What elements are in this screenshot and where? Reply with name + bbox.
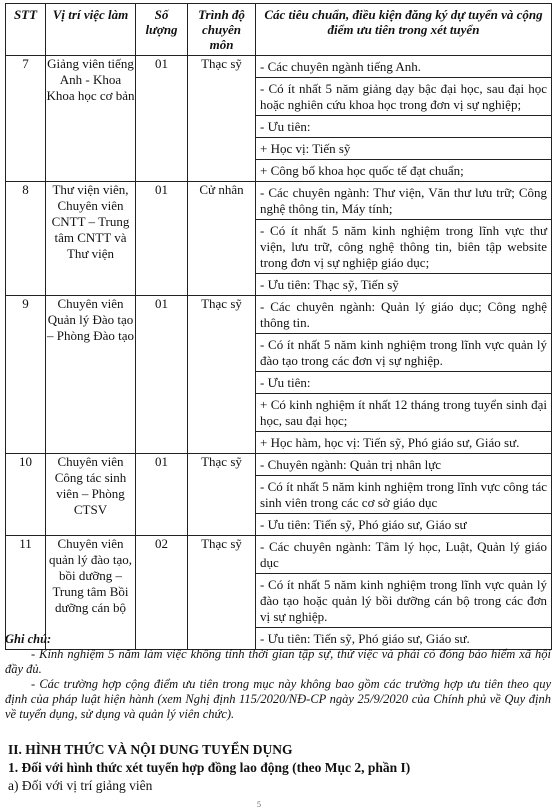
criteria-item: - Các chuyên ngành: Tâm lý học, Luật, Quản lý giáo dục (256, 536, 551, 574)
cell-stt: 8 (6, 182, 46, 296)
cell-criteria (256, 454, 552, 536)
table-row (6, 182, 552, 296)
section-item: a) Đối với vị trí giảng viên (8, 778, 153, 793)
notes-block (5, 632, 551, 722)
criteria-item: - Có ít nhất 5 năm giảng dạy bậc đại học, sau đại học hoặc nghiên cứu khoa học trong đơn vị sự nghiệp; (256, 78, 551, 116)
header-stt: STT (6, 4, 46, 56)
criteria-item: - Ưu tiên: Tiến sỹ, Phó giáo sư, Giáo sư. (260, 631, 470, 646)
criteria-item: - Các chuyên ngành tiếng Anh. (256, 56, 551, 78)
cell-position: Chuyên viên Quản lý Đào tạo – Phòng Đào tạo (46, 296, 136, 454)
header-position: Vị trí việc làm (46, 4, 136, 56)
criteria-item: - Ưu tiên: Thạc sỹ, Tiến sỹ (260, 277, 399, 292)
cell-stt: 10 (6, 454, 46, 536)
criteria-item: - Có ít nhất 5 năm kinh nghiệm trong lĩnh vực công tác sinh viên trong các cơ sở giáo dục (256, 476, 551, 514)
cell-quantity: 01 (136, 56, 188, 182)
cell-position: Chuyên viên quản lý đào tạo, bồi dưỡng – Trung tâm Bồi dưỡng cán bộ (46, 536, 136, 650)
cell-stt: 9 (6, 296, 46, 454)
page-number: 5 (257, 800, 261, 809)
cell-level: Cử nhân (188, 182, 256, 296)
criteria-item: - Các chuyên ngành: Thư viện, Văn thư lưu trữ; Công nghệ thông tin, Máy tính; (256, 182, 551, 220)
cell-level: Thạc sỹ (188, 296, 256, 454)
criteria-item: + Học vị: Tiến sỹ (256, 138, 551, 160)
cell-stt: 7 (6, 56, 46, 182)
cell-quantity: 01 (136, 454, 188, 536)
section-subheading: 1. Đối với hình thức xét tuyển hợp đồng lao động (theo Mục 2, phần I) (8, 760, 411, 775)
criteria-item: - Ưu tiên: (256, 372, 551, 394)
criteria-item: + Công bố khoa học quốc tế đạt chuẩn; (260, 163, 464, 178)
cell-quantity: 01 (136, 296, 188, 454)
cell-quantity: 02 (136, 536, 188, 650)
criteria-item: - Có ít nhất 5 năm kinh nghiệm trong lĩnh vực thư viện, lưu trữ, công nghệ thông tin, biên tập website trong đơn vị sự nghiệp giáo dục; (256, 220, 551, 274)
cell-position: Giảng viên tiếng Anh - Khoa Khoa học cơ bản (46, 56, 136, 182)
criteria-item: + Học hàm, học vị: Tiến sỹ, Phó giáo sư, Giáo sư. (260, 435, 520, 450)
cell-criteria (256, 182, 552, 296)
cell-stt: 11 (6, 536, 46, 650)
criteria-item: + Có kinh nghiệm ít nhất 12 tháng trong tuyển sinh đại học, sau đại học; (256, 394, 551, 432)
criteria-item: - Các chuyên ngành: Quản lý giáo dục; Công nghệ thông tin. (256, 296, 551, 334)
notes-label: Ghi chú: (5, 632, 52, 646)
cell-level: Thạc sỹ (188, 454, 256, 536)
criteria-item: - Ưu tiên: Tiến sỹ, Phó giáo sư, Giáo sư (260, 517, 467, 532)
header-quantity: Số lượng (136, 4, 188, 56)
table-row (6, 56, 552, 182)
table-header-row (6, 4, 552, 56)
cell-position: Thư viện viên, Chuyên viên CNTT – Trung tâm CNTT và Thư viện (46, 182, 136, 296)
table-row (6, 296, 552, 454)
criteria-item: - Chuyên ngành: Quản trị nhân lực (256, 454, 551, 476)
note-item: - Các trường hợp cộng điểm ưu tiên trong mục này không bao gồm các trường hợp ưu tiên theo quy định của pháp luật hiện hành (xem Nghị định 115/2020/NĐ-CP ngày 25/9/2020 của Chính phủ về Quy định về tuyển dụng, sử dụng và quản lý viên chức). (5, 677, 551, 721)
criteria-item: - Có ít nhất 5 năm kinh nghiệm trong lĩnh vực quản lý đào tạo trong các đơn vị sự nghiệp. (256, 334, 551, 372)
cell-quantity: 01 (136, 182, 188, 296)
cell-criteria (256, 56, 552, 182)
table-row (6, 454, 552, 536)
recruitment-table (5, 3, 552, 650)
section-heading: II. HÌNH THỨC VÀ NỘI DUNG TUYỂN DỤNG (8, 742, 293, 757)
cell-criteria (256, 296, 552, 454)
header-criteria: Các tiêu chuẩn, điều kiện đăng ký dự tuyển và cộng điểm ưu tiên trong xét tuyển (256, 4, 552, 56)
cell-level: Thạc sỹ (188, 56, 256, 182)
criteria-item: - Ưu tiên: (256, 116, 551, 138)
cell-level: Thạc sỹ (188, 536, 256, 650)
header-level: Trình độ chuyên môn (188, 4, 256, 56)
note-item: - Kinh nghiệm 5 năm làm việc không tính thời gian tập sự, thử việc và phải có đóng bảo hiểm xã hội đầy đủ. (5, 647, 551, 676)
criteria-item: - Có ít nhất 5 năm kinh nghiệm trong lĩnh vực quản lý đào tạo hoặc quản lý bồi dưỡng cán bộ trong các đơn vị sự nghiệp. (256, 574, 551, 628)
cell-position: Chuyên viên Công tác sinh viên – Phòng CTSV (46, 454, 136, 536)
